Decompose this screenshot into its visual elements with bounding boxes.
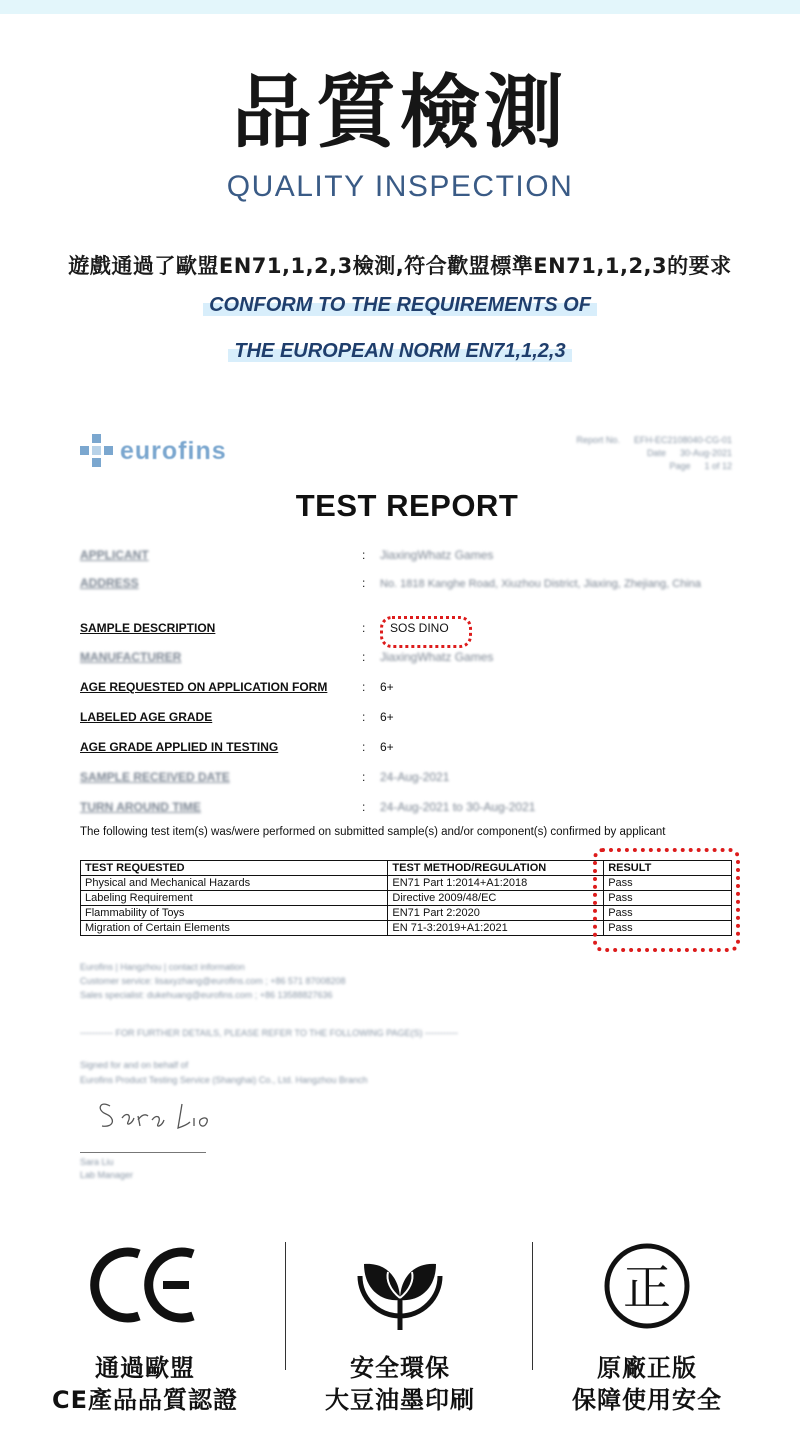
field-manufacturer: MANUFACTURER : JiaxingWhatz Games [80, 650, 494, 664]
field-address: ADDRESS : No. 1818 Kanghe Road, Xiuzhou District, Jiaxing, Zhejiang, China [80, 576, 702, 590]
eurofins-logo-icon [80, 434, 114, 468]
result-highlight-box [593, 848, 740, 952]
cert-genuine-line1: 原廠正版 [597, 1354, 697, 1382]
genuine-seal-icon [599, 1240, 695, 1336]
cert-ce [20, 1240, 270, 1440]
signature-line [80, 1152, 206, 1153]
further-details-note: ----------- FOR FURTHER DETAILS, PLEASE REFER TO THE FOLLOWING PAGE(S) ----------- [80, 1028, 458, 1038]
header-test-method: TEST METHOD/REGULATION [388, 861, 604, 876]
signed-on-behalf: Signed for and on behalf of Eurofins Product Testing Service (Shanghai) Co., Ltd. Hangzhou Branch [80, 1060, 368, 1085]
test-report-document [62, 420, 752, 1210]
logo-text: eurofins [120, 436, 227, 465]
meta-row-date: Date 30-Aug-2021 [646, 448, 732, 458]
table-row: Migration of Certain Elements EN 71-3:2019+A1:2021 Pass [81, 921, 732, 936]
cert-ce-line2: CE產品品質認證 [51, 1386, 238, 1414]
report-meta [576, 434, 732, 473]
meta-row-page: Page 1 of 12 [669, 461, 732, 471]
cert-soy-line2: 大豆油墨印刷 [325, 1386, 475, 1414]
field-age-grade-applied: AGE GRADE APPLIED IN TESTING : 6+ [80, 740, 394, 754]
page-subtitle: QUALITY INSPECTION [226, 170, 574, 203]
table-row: Flammability of Toys EN71 Part 2:2020 Pass [81, 906, 732, 921]
svg-text:正: 正 [622, 1260, 672, 1316]
cert-ce-line1: 通過歐盟 [95, 1354, 195, 1382]
report-title: TEST REPORT [295, 488, 519, 523]
table-row: Labeling Requirement Directive 2009/48/EC Pass [81, 891, 732, 906]
field-applicant: APPLICANT : JiaxingWhatz Games [80, 548, 494, 562]
signer-info: Sara Liu Lab Manager [80, 1157, 134, 1180]
field-turn-around-time: TURN AROUND TIME : 24-Aug-2021 to 30-Aug-2021 [80, 800, 536, 814]
meta-row-report-no: Report No. EFH-EC2108040-CG-01 [576, 435, 732, 445]
field-sample-description: SAMPLE DESCRIPTION : SOS DINO [80, 621, 449, 635]
eurofins-logo [80, 434, 227, 468]
description-en-line2: THE EUROPEAN NORM EN71,1,2,3 [0, 340, 800, 363]
soy-sprout-icon [350, 1240, 450, 1336]
cert-genuine [522, 1240, 772, 1440]
ce-mark-icon [85, 1240, 205, 1330]
field-age-requested: AGE REQUESTED ON APPLICATION FORM : 6+ [80, 680, 394, 694]
cert-soy-line1: 安全環保 [350, 1354, 450, 1382]
description-en-line1: CONFORM TO THE REQUIREMENTS OF [0, 294, 800, 317]
contact-info: Eurofins | Hangzhou | contact information Customer service: lisaxyzhang@eurofins.com ; +86 571 87008208 Sales specialist: dukehuang@eurofins.com ; +86 13588827636 [80, 962, 346, 1000]
table-row: Physical and Mechanical Hazards EN71 Part 1:2014+A1:2018 Pass [81, 876, 732, 891]
handwritten-signature [92, 1096, 222, 1136]
performed-note: The following test item(s) was/were performed on submitted sample(s) and/or component(s) confirmed by applicant [80, 826, 666, 838]
cert-soy-ink [275, 1240, 525, 1440]
field-sample-received-date: SAMPLE RECEIVED DATE : 24-Aug-2021 [80, 770, 450, 784]
sample-highlight-circle [380, 616, 472, 648]
page-title: 品質檢測 [232, 66, 568, 159]
header-test-requested: TEST REQUESTED [81, 861, 388, 876]
cert-genuine-line2: 保障使用安全 [572, 1386, 722, 1414]
header-result: RESULT [604, 861, 732, 876]
field-labeled-age-grade: LABELED AGE GRADE : 6+ [80, 710, 394, 724]
description-zh: 遊戲通過了歐盟EN71,1,2,3檢測,符合歡盟標準EN71,1,2,3的要求 [68, 254, 732, 278]
top-band [0, 0, 800, 14]
